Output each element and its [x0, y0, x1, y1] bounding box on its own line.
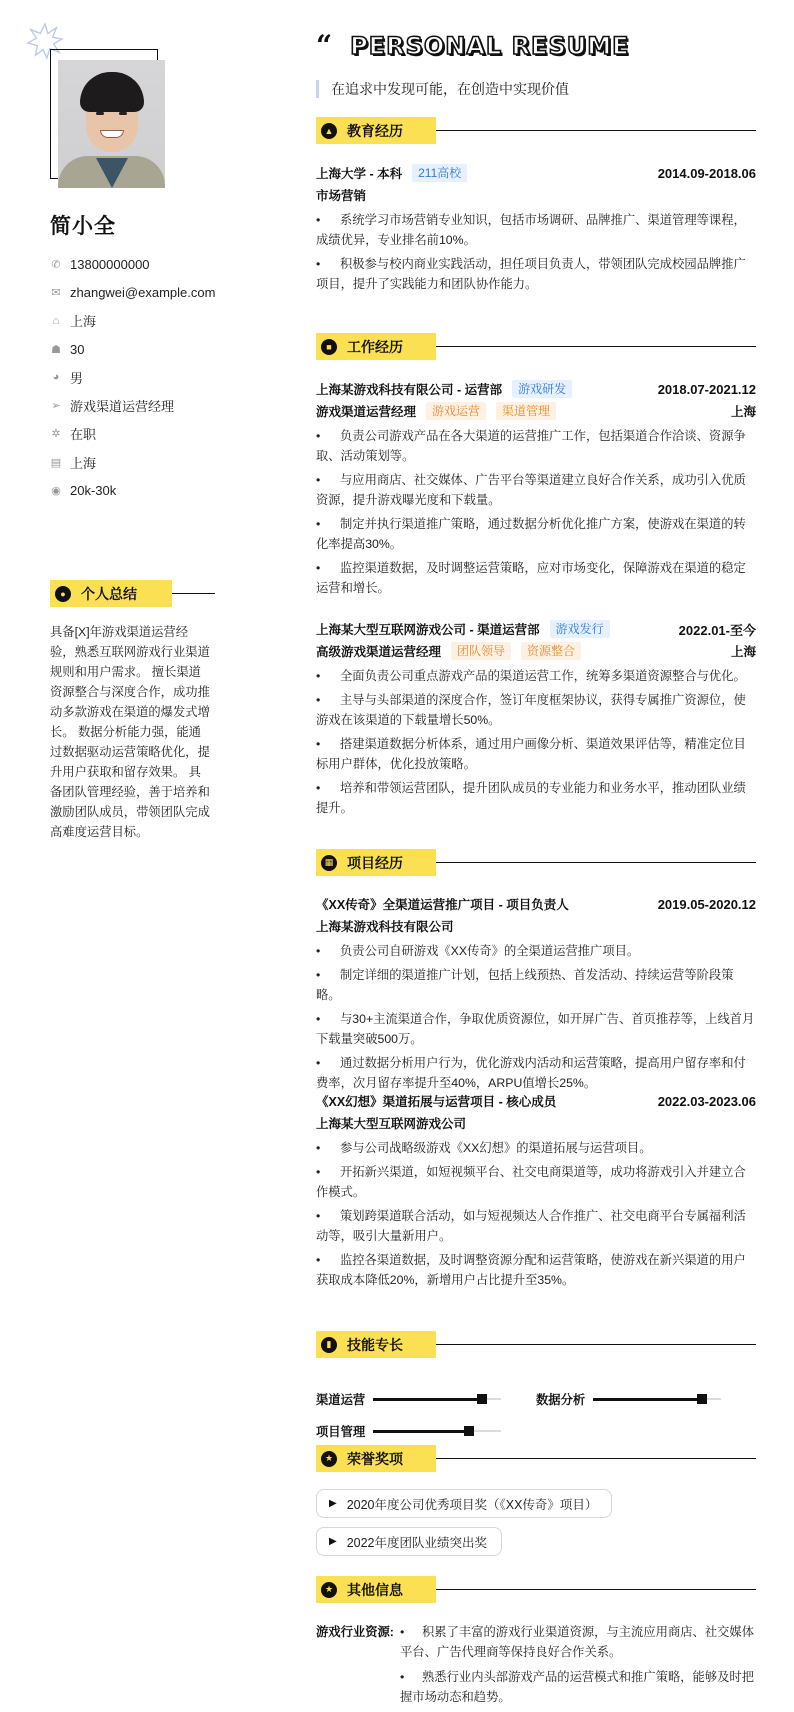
project-name: 《XX传奇》全渠道运营推广项目 - 项目负责人 — [316, 898, 569, 912]
company-tag: 游戏发行 — [550, 620, 610, 638]
quote-icon: “ — [316, 29, 333, 62]
building-icon: ▤ — [50, 456, 62, 469]
other-info — [316, 1622, 756, 1712]
divider — [436, 1344, 756, 1346]
company-name: 上海某游戏科技有限公司 - 运营部 — [316, 383, 503, 397]
education-section-header: ▲ 教育经历 — [316, 117, 756, 144]
list-item: • 参与公司战略级游戏《XX幻想》的渠道拓展与运营项目。 — [316, 1141, 652, 1155]
contact-phone: ✆ 13800000000 — [51, 256, 150, 272]
send-icon: ➢ — [51, 400, 61, 413]
list-item: • 通过数据分析用户行为，优化游戏内活动和运营策略，提高用户留存率和付费率，次月留存率提升至40%，ARPU值增长25%。 — [316, 1056, 746, 1090]
project-company: 上海某游戏科技有限公司 — [316, 920, 454, 934]
contact-email: ✉ zhangwei@example.com — [51, 284, 216, 300]
triangle-right-icon: ▶ — [329, 1498, 337, 1509]
skill-item: 渠道运营 — [316, 1390, 501, 1408]
avatar — [58, 60, 165, 188]
resume-title: PERSONAL RESUME — [350, 32, 630, 60]
education-bullets — [316, 210, 756, 294]
job-location: 上海 — [730, 645, 756, 659]
work-entry — [316, 618, 756, 822]
list-item: • 开拓新兴渠道，如短视频平台、社交电商渠道等，成功将游戏引入并建立合作模式。 — [316, 1165, 746, 1199]
school-tag: 211高校 — [412, 164, 467, 182]
cake-icon: ☗ — [51, 343, 61, 356]
skill-tag: 团队领导 — [451, 642, 511, 660]
list-item: • 全面负责公司重点游戏产品的渠道运营工作，统筹多渠道资源整合与优化。 — [316, 669, 746, 683]
project-name: 《XX幻想》渠道拓展与运营项目 - 核心成员 — [316, 1095, 557, 1109]
skill-tag: 渠道管理 — [496, 402, 556, 420]
work-entry — [316, 378, 756, 602]
skill-item: 项目管理 — [316, 1422, 501, 1440]
skill-level-bar — [373, 1430, 501, 1432]
briefcase-icon: ■ — [321, 339, 337, 355]
project-date: 2019.05-2020.12 — [657, 896, 756, 912]
job-date: 2018.07-2021.12 — [657, 381, 756, 397]
project-entry — [316, 893, 756, 1097]
award-icon: ★ — [321, 1451, 337, 1467]
education-date: 2014.09-2018.06 — [657, 165, 756, 181]
tagline: 在追求中发现可能，在创造中实现价值 — [316, 80, 569, 98]
phone-icon: ✆ — [51, 258, 61, 271]
project-bullets — [316, 941, 756, 1093]
contact-hometown: ⌂ 上海 — [50, 307, 215, 335]
awards-section-header: ★ 荣誉奖项 — [316, 1445, 756, 1472]
other-section-header: ★ 其他信息 — [316, 1576, 756, 1603]
award-item[interactable]: ▶ 2022年度团队业绩突出奖 — [316, 1527, 502, 1556]
status-icon: ✲ — [51, 428, 61, 441]
resume-header — [316, 29, 630, 62]
skills-section-header: ▮ 技能专长 — [316, 1331, 756, 1358]
skill-tag: 游戏运营 — [426, 402, 486, 420]
contact-age: ☗ 30 — [51, 341, 85, 357]
skill-tag: 资源整合 — [521, 642, 581, 660]
company-tag: 游戏研发 — [512, 380, 572, 398]
projects-section-header: ▦ 项目经历 — [316, 849, 756, 876]
list-item: • 与30+主流渠道合作，争取优质资源位，如开屏广告、首页推荐等，上线首月下载量突破500万。 — [316, 1012, 755, 1046]
project-date: 2022.03-2023.06 — [657, 1093, 756, 1109]
education-entry — [316, 162, 756, 298]
triangle-right-icon: ▶ — [329, 1536, 337, 1547]
project-bullets — [316, 1138, 756, 1290]
divider — [436, 130, 756, 132]
list-item: • 主导与头部渠道的深度合作，签订年度框架协议，获得专属推广资源位，使游戏在该渠道的下载量增长50%。 — [316, 693, 746, 727]
list-item: • 积极参与校内商业实践活动，担任项目负责人，带领团队完成校园品牌推广项目，提升了实践能力和团队协作能力。 — [316, 257, 746, 291]
contact-salary: ◉ 20k-30k — [51, 483, 117, 499]
sidebar — [0, 0, 300, 1711]
grid-icon: ▦ — [321, 855, 337, 871]
list-item: • 策划跨渠道联合活动，如与短视频达人合作推广、社交电商平台专属福利活动等，吸引大量新用户。 — [316, 1209, 746, 1243]
divider — [172, 593, 215, 595]
list-item: • 制定详细的渠道推广计划，包括上线预热、首发活动、持续运营等阶段策略。 — [316, 968, 734, 1002]
other-bullets — [400, 1622, 756, 1712]
other-label: 游戏行业资源: — [316, 1625, 394, 1639]
job-bullets — [316, 666, 756, 818]
major: 市场营销 — [316, 189, 367, 203]
list-item: • 搭建渠道数据分析体系，通过用户画像分析、渠道效果评估等，精准定位目标用户群体，优化投放策略。 — [316, 737, 746, 771]
job-bullets — [316, 426, 756, 598]
contact-target-position: ➢ 游戏渠道运营经理 — [51, 399, 175, 415]
divider — [436, 1589, 756, 1591]
contact-list — [50, 250, 215, 505]
contact-gender: ◕ 男 — [50, 363, 215, 391]
mail-icon: ✉ — [51, 286, 61, 299]
info-icon: ★ — [321, 1582, 337, 1598]
list-item: • 熟悉行业内头部游戏产品的运营模式和推广策略，能够及时把握市场动态和趋势。 — [400, 1670, 755, 1704]
company-name: 上海某大型互联网游戏公司 - 渠道运营部 — [316, 623, 540, 637]
list-item: • 积累了丰富的游戏行业渠道资源，与主流应用商店、社交媒体平台、广告代理商等保持良好合作关系。 — [400, 1625, 755, 1659]
contact-status: ✲ 在职 — [51, 427, 97, 443]
list-item: • 负责公司游戏产品在各大渠道的运营推广工作，包括渠道合作洽谈、资源争取、活动策划等。 — [316, 429, 746, 463]
divider — [436, 862, 756, 864]
gender-icon: ◕ — [52, 371, 60, 384]
project-entry — [316, 1090, 756, 1294]
skill-level-bar — [373, 1398, 501, 1400]
list-item: • 系统学习市场营销专业知识，包括市场调研、品牌推广、渠道管理等课程，成绩优异，专业排名前10%。 — [316, 213, 746, 247]
salary-icon: ◉ — [51, 485, 61, 498]
summary-text: 具备[X]年游戏渠道运营经验，熟悉互联网游戏行业渠道规则和用户需求。 擅长渠道资源整合与深度合作，成功推动多款游戏在渠道的爆发式增长。 数据分析能力强，能通过数据驱动运营策略优化，提升用户获取和留存效果。 具备团队管理经验，善于培养和激励团队成员，带领团队完成高难度运营目标。 — [50, 625, 210, 839]
graduation-cap-icon: ▲ — [321, 123, 337, 139]
candidate-name: 简小全 — [50, 215, 116, 238]
contact-target-city: ▤ 上海 — [50, 455, 97, 471]
job-position: 游戏渠道运营经理 — [316, 405, 417, 419]
list-item: • 与应用商店、社交媒体、广告平台等渠道建立良好合作关系，成功引入优质资源，提升游戏曝光度和下载量。 — [316, 473, 746, 507]
work-section-header: ■ 工作经历 — [316, 333, 756, 360]
home-icon: ⌂ — [52, 314, 60, 327]
list-item: • 培养和带领运营团队，提升团队成员的专业能力和业务水平，推动团队业绩提升。 — [316, 781, 746, 815]
job-position: 高级游戏渠道运营经理 — [316, 645, 442, 659]
summary-section-header: ● 个人总结 — [50, 580, 215, 607]
divider — [436, 346, 756, 348]
job-date: 2022.01-至今 — [678, 622, 756, 638]
skill-item: 数据分析 — [536, 1390, 721, 1408]
school-name: 上海大学 - 本科 — [316, 167, 403, 181]
list-item: • 负责公司自研游戏《XX传奇》的全渠道运营推广项目。 — [316, 944, 640, 958]
project-company: 上海某大型互联网游戏公司 — [316, 1117, 467, 1131]
user-icon: ● — [55, 586, 71, 602]
skill-level-bar — [593, 1398, 721, 1400]
list-item: • 监控渠道数据，及时调整运营策略，应对市场变化，保障游戏在渠道的稳定运营和增长。 — [316, 561, 746, 595]
list-item: • 监控各渠道数据，及时调整资源分配和运营策略，使游戏在新兴渠道的用户获取成本降低20%，新增用户占比提升至35%。 — [316, 1253, 746, 1287]
award-item[interactable]: ▶ 2020年度公司优秀项目奖（《XX传奇》项目） — [316, 1489, 612, 1518]
job-location: 上海 — [730, 405, 756, 419]
list-item: • 制定并执行渠道推广策略，通过数据分析优化推广方案，使游戏在渠道的转化率提高30%。 — [316, 517, 746, 551]
divider — [436, 1458, 756, 1460]
bar-chart-icon: ▮ — [321, 1337, 337, 1353]
